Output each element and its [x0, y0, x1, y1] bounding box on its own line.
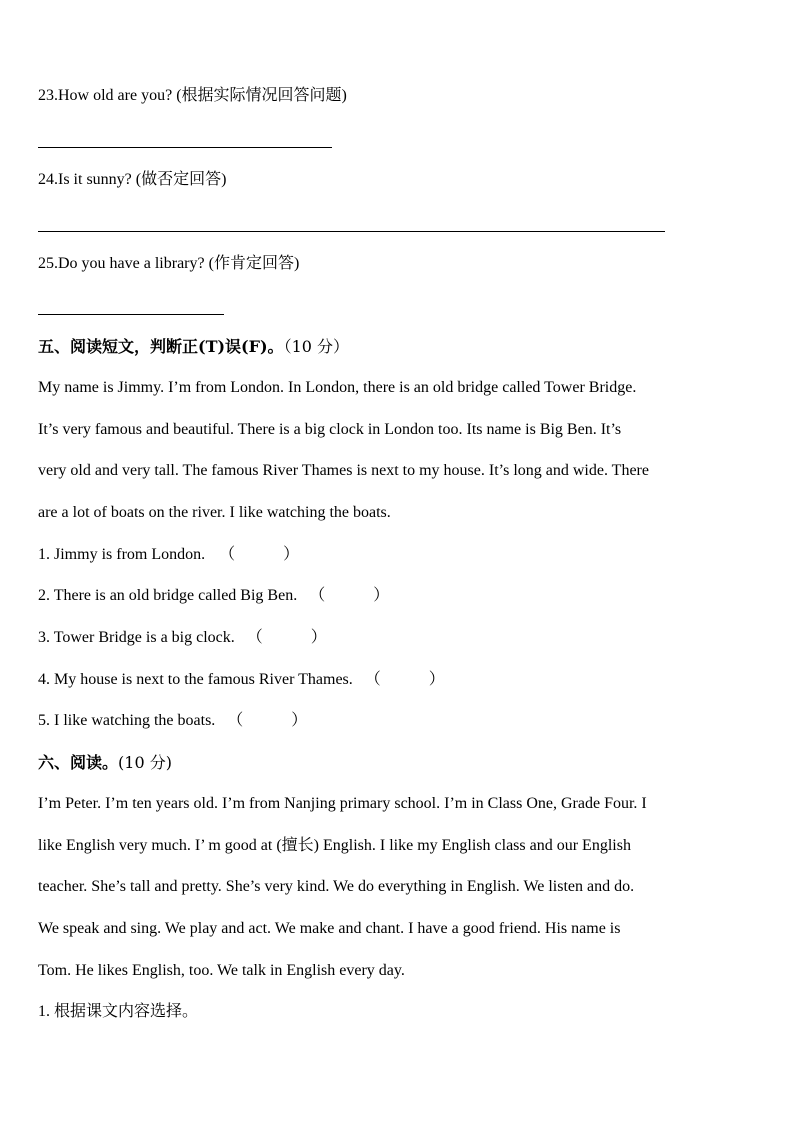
answer-paren[interactable]: （ ）	[246, 629, 327, 646]
item-text: 5. I like watching the boats.	[38, 712, 216, 729]
section-5-item-2	[38, 586, 389, 606]
item-text: 3. Tower Bridge is a big clock.	[38, 629, 235, 646]
item-text: 2. There is an old bridge called Big Ben.	[38, 587, 298, 604]
answer-line-25	[38, 314, 224, 315]
section-5-item-3	[38, 628, 327, 648]
section-5-item-5	[38, 711, 307, 731]
answer-paren[interactable]: （ ）	[227, 712, 308, 729]
section-6-passage-line-4: We speak and sing. We play and act. We make and chant. I have a good friend. His name is	[38, 920, 621, 937]
section-5-passage-line-4: are a lot of boats on the river. I like watching the boats.	[38, 504, 391, 521]
section-6-passage-line-2: like English very much. I’ m good at (擅长) English. I like my English class and our English	[38, 837, 631, 854]
section-5-passage-line-3: very old and very tall. The famous River Thames is next to my house. It’s long and wide. There	[38, 462, 649, 479]
section-5-passage-line-1: My name is Jimmy. I’m from London. In London, there is an old bridge called Tower Bridge.	[38, 379, 637, 396]
section-6-subtitle: 1. 根据课文内容选择。	[38, 1003, 199, 1020]
question-24: 24.Is it sunny? (做否定回答)	[38, 171, 227, 188]
section-6-passage-line-5: Tom. He likes English, too. We talk in English every day.	[38, 962, 405, 979]
question-23: 23.How old are you? (根据实际情况回答问题)	[38, 87, 347, 104]
question-25: 25.Do you have a library? (作肯定回答)	[38, 255, 300, 272]
section-6-title: 六、阅读。	[38, 753, 119, 772]
answer-line-24	[38, 231, 665, 232]
answer-line-23	[38, 147, 332, 148]
answer-paren[interactable]: （ ）	[219, 546, 300, 563]
section-5-title: 五、阅读短文，判断正(T)误(F)。	[38, 337, 284, 356]
section-5-item-1	[38, 545, 299, 565]
item-text: 4. My house is next to the famous River Thames.	[38, 671, 353, 688]
section-6-heading	[38, 753, 172, 773]
section-6-score: (10 分)	[118, 753, 172, 772]
section-5-score: （10 分）	[283, 337, 350, 356]
section-6-passage-line-1: I’m Peter. I’m ten years old. I’m from Nanjing primary school. I’m in Class One, Grade Four. I	[38, 795, 647, 812]
answer-paren[interactable]: （ ）	[309, 587, 390, 604]
item-text: 1. Jimmy is from London.	[38, 546, 206, 563]
section-6-passage-line-3: teacher. She’s tall and pretty. She’s very kind. We do everything in English. We listen and do.	[38, 878, 635, 895]
section-5-item-4	[38, 670, 445, 690]
section-5-passage-line-2: It’s very famous and beautiful. There is a big clock in London too. Its name is Big Ben. It’s	[38, 421, 622, 438]
answer-paren[interactable]: （ ）	[364, 671, 445, 688]
section-5-heading	[38, 337, 349, 357]
